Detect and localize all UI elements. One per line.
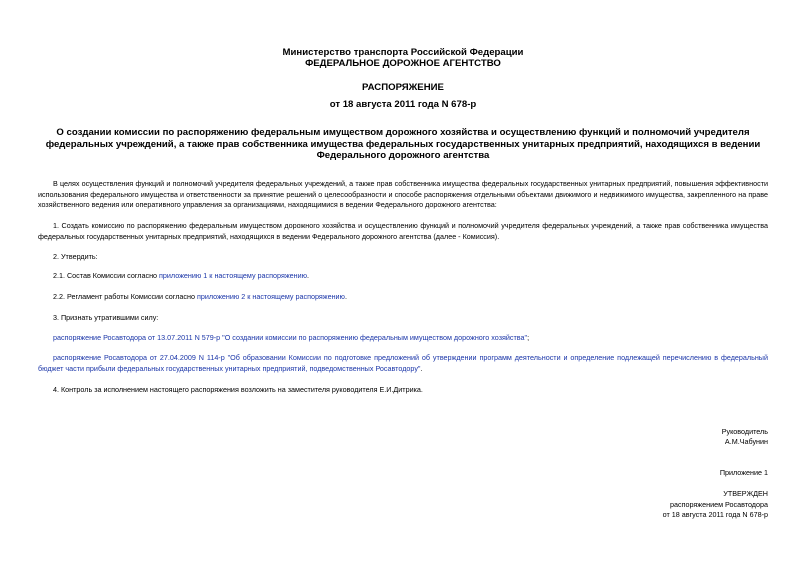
signature-position: Руководитель xyxy=(721,427,768,436)
item-2-2-paragraph xyxy=(38,292,768,303)
item-2-2-prefix: 2.2. Регламент работы Комиссии согласно xyxy=(53,292,197,301)
item-3-paragraph: 3. Признать утратившими силу: xyxy=(53,313,159,322)
repeal-1-paragraph xyxy=(38,333,768,344)
document-type: РАСПОРЯЖЕНИЕ xyxy=(362,82,444,93)
appendix-2-link[interactable]: приложению 2 к настоящему распоряжению xyxy=(196,292,345,301)
signature-name: А.М.Чабунин xyxy=(724,437,768,446)
item-2-1-suffix: . xyxy=(307,271,310,280)
appendix-label: Приложение 1 xyxy=(719,468,768,477)
repeal-2-paragraph xyxy=(38,353,768,374)
item-2-paragraph: 2. Утвердить: xyxy=(53,252,98,261)
repeal-order-114-link[interactable]: распоряжение Росавтодора от 27.04.2009 N 114-р "Об образовании Комиссии по подготовке предложений об утверждении программ деятельности и определение подлежащей перечислению в федеральный бюджет части прибыли федеральных государственных унитарных предприятий, подведомственных Росавтодору" xyxy=(38,353,768,373)
item-2-1-prefix: 2.1. Состав Комиссии согласно xyxy=(53,271,160,280)
appendix-approved: УТВЕРЖДЕН xyxy=(723,489,768,498)
repeal-2-suffix: . xyxy=(420,363,423,373)
document-date: от 18 августа 2011 года N 678-р xyxy=(329,99,477,110)
ministry-name: Министерство транспорта Российской Федерации xyxy=(282,47,524,58)
repeal-order-579-link[interactable]: распоряжение Росавтодора от 13.07.2011 N 579-р "О создании комиссии по распоряжению федеральным имуществом дорожного хозяйства" xyxy=(53,333,528,342)
appendix-date: от 18 августа 2011 года N 678-р xyxy=(662,510,768,519)
appendix-1-link[interactable]: приложению 1 к настоящему распоряжению xyxy=(159,271,308,280)
item-2-1-paragraph xyxy=(38,271,768,282)
item-4-paragraph: 4. Контроль за исполнением настоящего распоряжения возложить на заместителя руководителя Е.И.Дитрика. xyxy=(53,385,423,394)
document-title: О создании комиссии по распоряжению федеральным имуществом дорожного хозяйства и осуществлению функций и полномочий учредителя федеральных учреждений, а также прав собственника имущества федеральных государственных унитарных предприятий, находящихся в ведении Федерального дорожного агентства xyxy=(45,127,761,161)
appendix-approved-by: распоряжением Росавтодора xyxy=(670,500,768,509)
item-1-paragraph: 1. Создать комиссию по распоряжению федеральным имуществом дорожного хозяйства и осуществлению функций и полномочий учредителя федеральных учреждений, а также прав собственника имущества федеральных государственных унитарных предприятий, находящихся в ведении Федерального дорожного агентства (далее - Комиссия). xyxy=(38,221,768,241)
preamble-paragraph: В целях осуществления функций и полномочий учредителя федеральных учреждений, а также прав собственника имущества федеральных государственных унитарных предприятий, повышения эффективности использования федерального имущества и ответственности за принятие решений о целесообразности и способе распоряжения отдельными объектами движимого и недвижимого имущества, закрепленного на праве хозяйственного ведения или оперативного управления за организациями, находящимися в ведении Федерального дорожного агентства: xyxy=(38,179,768,210)
item-2-2-suffix: . xyxy=(344,292,347,301)
agency-name: ФЕДЕРАЛЬНОЕ ДОРОЖНОЕ АГЕНТСТВО xyxy=(305,58,501,69)
repeal-1-suffix: ; xyxy=(527,333,530,342)
